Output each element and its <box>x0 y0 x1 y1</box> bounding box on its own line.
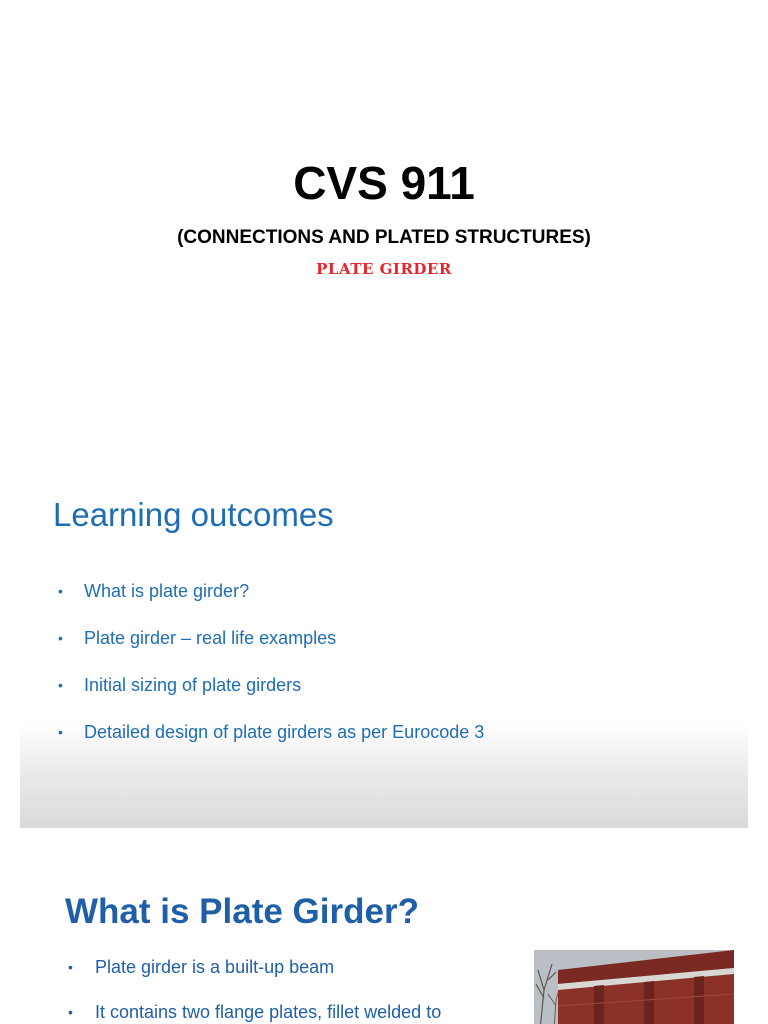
list-item <box>68 1001 441 1024</box>
bullet-icon: • <box>58 677 63 693</box>
bullet-icon: • <box>58 724 63 740</box>
course-subtitle: (CONNECTIONS AND PLATED STRUCTURES) <box>177 227 591 248</box>
what-is-plate-girder-slide <box>20 846 748 1024</box>
plate-girder-image-icon <box>534 950 734 1024</box>
learning-outcomes-list <box>58 580 484 768</box>
list-item-text: Initial sizing of plate girders <box>84 675 302 695</box>
list-item-text: What is plate girder? <box>84 581 250 601</box>
bullet-icon: • <box>68 1004 73 1020</box>
bullet-icon: • <box>58 630 63 646</box>
topic-label: PLATE GIRDER <box>316 260 452 278</box>
course-code-title: CVS 911 <box>293 157 475 209</box>
list-item-text: Plate girder is a built-up beam <box>95 957 335 977</box>
steel-plate-girder-photo <box>534 950 734 1024</box>
bullet-icon: • <box>68 959 73 975</box>
learning-outcomes-heading: Learning outcomes <box>53 496 334 533</box>
list-item <box>58 580 484 627</box>
list-item <box>58 674 484 721</box>
bullet-icon: • <box>58 583 63 599</box>
list-item-text: Detailed design of plate girders as per Eurocode 3 <box>84 722 485 742</box>
list-item-text: It contains two flange plates, fillet welded to <box>95 1002 442 1022</box>
what-is-plate-girder-heading: What is Plate Girder? <box>65 892 419 931</box>
title-slide <box>0 0 768 460</box>
list-item <box>68 956 441 1001</box>
learning-outcomes-slide <box>20 462 748 828</box>
definition-list <box>68 956 441 1024</box>
list-item-text: Plate girder – real life examples <box>84 628 337 648</box>
list-item <box>58 721 484 768</box>
list-item <box>58 627 484 674</box>
